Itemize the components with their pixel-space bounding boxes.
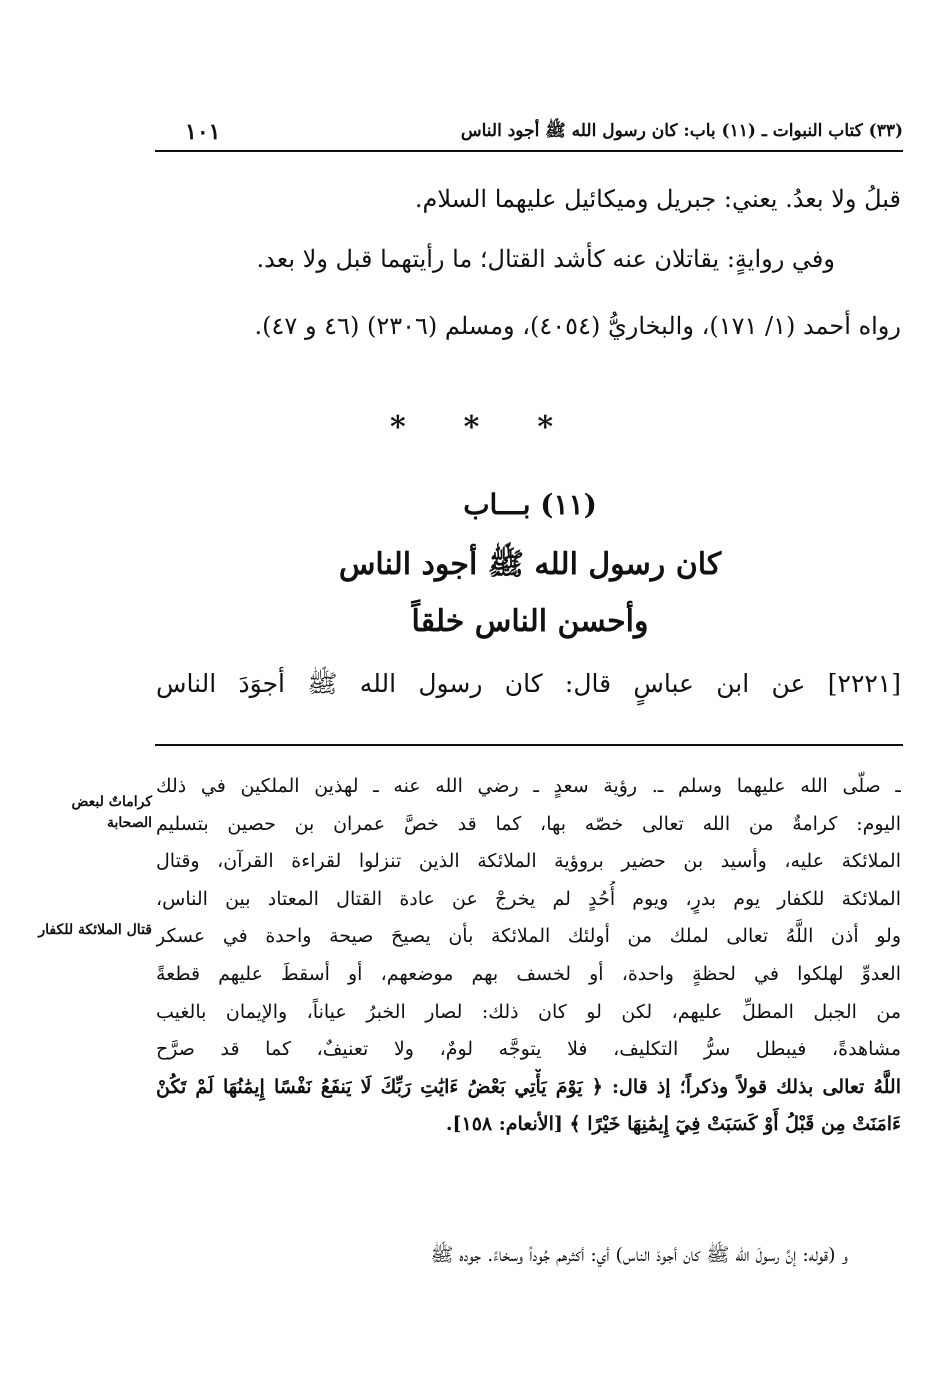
paragraph-3: رواه أحمد (١/ ١٧١)، والبخاريُّ (٤٠٥٤)، ومسلم (٢٣٠٦) (٤٦ و ٤٧).	[254, 312, 901, 340]
chapter-title-line-2: وأحسن الناس خلقاً	[411, 604, 649, 639]
hadith-text: [٢٢٢١] عن ابن عباسٍ قال: كان رسول الله ﷺ أجوَدَ الناس	[156, 669, 901, 698]
footnote-line: ـ صلّى الله عليهما وسلم ـ. رؤية سعدٍ ـ رضي الله عنه ـ لهذين الملكين في ذلك	[156, 775, 901, 797]
section-separator	[0, 410, 943, 445]
separator-star: *	[389, 410, 406, 445]
footnote-line: من الجبل المطلِّ عليهم، لكن لو كان ذلك: لصار الخبرُ عياناً، والإيمان بالغيب	[156, 1000, 901, 1023]
paragraph-2: وفي روايةٍ: يقاتلان عنه كأشد القتال؛ ما رأيتهما قبل ولا بعد.	[256, 245, 835, 273]
footnote-line: الملائكة للكفار يوم بدرٍ، ويوم أُحُدٍ لم يخرجْ عن عادة القتال المعتاد بين الناس،	[156, 887, 901, 910]
header-rule	[155, 150, 903, 152]
margin-gloss-angels: قتال الملائكة للكفار	[38, 922, 152, 938]
chapter-title-line-1: كان رسول الله ﷺ أجود الناس	[338, 547, 722, 582]
header-title: (٣٣) كتاب النبوات ـ (١١) باب: كان رسول الله ﷺ أجود الناس	[460, 120, 903, 141]
margin-gloss-karamat: كراماتٌ لبعض الصحابة	[71, 794, 152, 831]
footnote-line-quran: ءَامَنَتْ مِن قَبْلُ أَوْ كَسَبَتْ فِيٓ إِيمَٰنِهَا خَيْرًا ﴾ [الأنعام: ١٥٨].	[445, 1113, 901, 1136]
running-header	[155, 112, 903, 152]
footnote-line: مشاهدةً، فيبطل سرُّ التكليف، فلا يتوجَّه لومٌ، ولا تعنيفٌ، كما قد صرَّح	[156, 1038, 901, 1061]
page-number: ١٠١	[185, 119, 221, 145]
separator-star: *	[537, 410, 554, 445]
footnote-line-quran: اللَّهُ تعالى بذلك قولاً وذكراً؛ إذ قال: ﴿ يَوْمَ يَأْتِي بَعْضُ ءَايَٰتِ رَبِّكَ لَا يَنفَعُ نَفْسًا إِيمَٰنُهَا لَمْ تَكُنْ	[156, 1075, 901, 1098]
paragraph-1: قبلُ ولا بعدُ. يعني: جبريل وميكائيل عليهما السلام.	[414, 185, 901, 213]
footnote-line: العدوِّ لهلكوا في لحظةٍ واحدة، أو لخسف بهم موضعهم، أو أسقطَ عليهم قطعةً	[156, 962, 901, 985]
footnote-line: ولو أذن اللَّهُ تعالى لملك من أولئك الملائكة بأن يصيحَ صيحة واحدة في عسكر	[156, 925, 901, 948]
separator-star: *	[463, 410, 480, 445]
footnote-rule	[155, 744, 903, 746]
footnote-commentary	[156, 768, 901, 1144]
footnote-line: الملائكة عليه، وأسيد بن حضير بروؤية الملائكة الذين تنزلوا لقراءة القرآن، وقتال	[156, 850, 901, 873]
chapter-number: (١١) بـــاب	[463, 488, 597, 521]
footnote-line: اليوم: كرامةٌ من الله تعالى خصّه بها، كما قد خصَّ عمران بن حصين بتسليم	[156, 812, 901, 835]
comment-text: و (قوله: إنَّ رسولَ الله ﷺ كان أجودَ الناس) أي: أكثرهم جُوداً وسخاءً. جوده ﷺ	[430, 1244, 848, 1266]
